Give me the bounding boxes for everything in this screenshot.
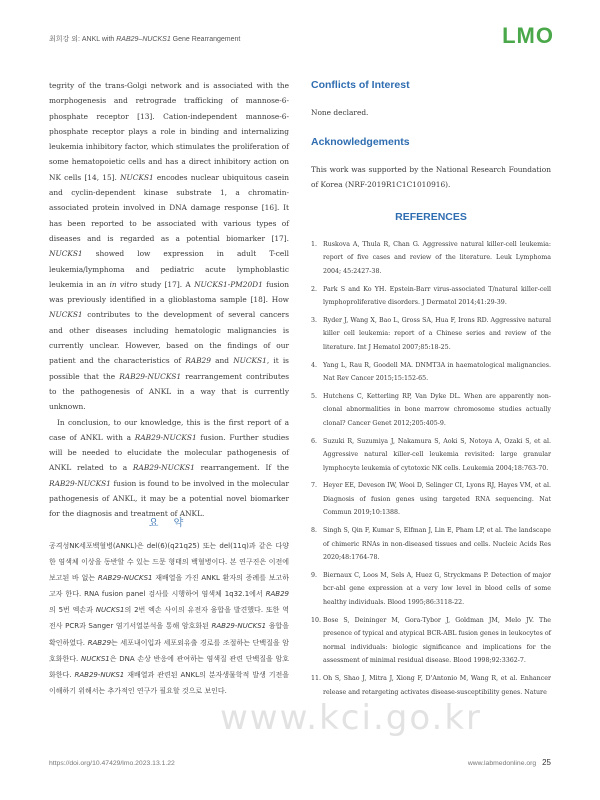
- gene-name: NUCKS1-PM20D1: [194, 279, 263, 289]
- gene-name: RAB29-NUKS1: [74, 670, 125, 679]
- body-paragraph-1: [49, 78, 289, 415]
- text-run: showed low expression in adult T-cell leukemia/lymphoma and pediatric acute lymphoblastic leukemia in an: [49, 249, 289, 289]
- right-column: [311, 78, 551, 703]
- text-run: rearrangement. If the: [194, 463, 289, 473]
- gene-name: NUCKS1: [95, 606, 125, 615]
- reference-item: [311, 390, 551, 431]
- conflicts-text: None declared.: [311, 108, 369, 118]
- text-run: study [17]. A: [137, 279, 195, 289]
- acknowledgements-text: This work was supported by the National Research Foundation of Korea (NRF-2019R1C1C1010916).: [311, 164, 551, 190]
- text-run: 공격성NK세포백혈병(ANKL)은 del(6)(q21q25) 또는 del(11q)과 같은 다양한 염색체 이상을 동반할 수 있는 드문 형태의 백혈병이다. 본 연구진은 이전에 보고된 바 없는: [49, 542, 289, 583]
- gene-name: RAB29-NUCKS1: [211, 622, 267, 631]
- text-run: 융합을 확인하였다.: [49, 622, 289, 647]
- reference-item: [311, 479, 551, 520]
- reference-item: [311, 672, 551, 699]
- gene-name: in vitro: [109, 279, 138, 289]
- text-run: 는 세포내이입과 세포외유출 경로를 조절하는 단백질을 암호화한다.: [49, 638, 289, 663]
- text-run: tegrity of the trans-Golgi network and is associated with the morphogenesis and retrograde trafficking of mannose-6-phosphate receptor [13]. Cation-independent mannose-6-phosphate receptor plays a role in binding and internalizing leukemia inhibitory factor, which stimulates the proliferation of some hematopoietic cells and has a direct inhibitory action on NK cells [14, 15].: [49, 81, 289, 182]
- text-run: rearrangement contributes to the pathogenesis of ANKL in a way that is currently unknown.: [49, 371, 289, 412]
- reference-text: Yang L, Rau R, Goodell MA. DNMT3A in haematological malignancies. Nat Rev Cancer 2015;15:152-65.: [323, 361, 551, 383]
- text-run: 의 2번 엑손 사이의 유전자 융합을 발견했다. 또한 역전사 PCR과 Sanger 염기서열분석을 통해 암호화된: [49, 606, 289, 631]
- reference-number: 7.: [311, 482, 318, 490]
- reference-text: Oh S, Shao J, Mitra J, Xiong F, D'Antonio M, Wang R, et al. Enhancer release and retargeting activates disease-susceptibility genes. Nature: [323, 675, 551, 696]
- reference-number: 10.: [311, 616, 322, 624]
- korean-summary-text: [49, 538, 289, 699]
- text-run: 은 DNA 손상 반응에 관여하는 염색질 관련 단백질을 암호화한다.: [49, 654, 290, 679]
- reference-item: [311, 569, 551, 610]
- page-number: 25: [542, 758, 551, 767]
- reference-text: Park S and Ko YH. Epstein-Barr virus-associated T/natural killer-cell lymphoproliferative disorders. J Dermatol 2014;41:29-39.: [323, 285, 551, 307]
- reference-list: [311, 238, 551, 699]
- text-run: and: [210, 356, 234, 366]
- reference-item: [311, 614, 551, 668]
- gene-name: RAB29-NUCKS1: [49, 478, 111, 488]
- body-paragraph-2: [49, 415, 289, 522]
- gene-name: RAB29-NUCKS1: [132, 463, 195, 473]
- reference-number: 3.: [311, 316, 318, 324]
- text-run: fusion. Further studies will be needed to elucidate the molecular pathogenesis of ANKL related to a: [49, 432, 289, 473]
- reference-item: [311, 283, 551, 310]
- conflicts-heading: Conflicts of Interest: [311, 79, 410, 91]
- reference-text: Biernaux C, Loos M, Sels A, Huez G, Stryckmans P. Detection of major bcr-abl gene expression at a very low level in blood cells of some healthy individuals. Blood 1995;86:3118-22.: [323, 571, 551, 607]
- reference-item: [311, 524, 551, 565]
- reference-item: [311, 238, 551, 279]
- references-heading: REFERENCES: [395, 211, 467, 224]
- acknowledgements-heading: Acknowledgements: [311, 135, 410, 148]
- gene-name: RAB29-NUCKS1: [134, 432, 197, 442]
- gene-name: RAB29-NUCKS1: [97, 574, 153, 583]
- gene-name: NUCKS1: [49, 249, 83, 259]
- journal-logo: LMO: [502, 23, 554, 48]
- reference-text: Suzuki R, Suzumiya J, Nakamura S, Aoki S, Notoya A, Ozaki S, et al. Aggressive natural killer-cell leukemia revisited: large granular lymphocyte leukemia of cytotoxic NK cells. Leukemia 2004;18:763-70.: [323, 437, 551, 472]
- reference-number: 4.: [311, 361, 318, 369]
- reference-text: Heyer EE, Deveson IW, Wooi D, Selinger CI, Lyons RJ, Hayes VM, et al. Diagnosis of fusion genes using targeted RNA sequencing. Nat Commun 2019;10:1388.: [323, 482, 551, 517]
- text-run: 의 5번 엑손과: [49, 606, 96, 615]
- reference-number: 11.: [311, 675, 322, 682]
- website-link[interactable]: www.labmedonline.org: [467, 760, 537, 767]
- reference-number: 8.: [311, 527, 318, 535]
- text-run: In conclusion, to our knowledge, this is the first report of a case of ANKL with a: [49, 417, 289, 442]
- reference-number: 5.: [311, 392, 318, 400]
- gene-name: RAB29-NUCKS1: [119, 371, 182, 381]
- gene-name: NUCKS1: [233, 356, 267, 366]
- text-run: fusion was previously identified in a glioblastoma sample [18]. How: [49, 279, 290, 305]
- reference-text: Hutchens C, Ketterling RP, Van Dyke DL. When are apparently non-clonal abnormalities in bone marrow chromosome studies actually clonal? Cancer Genet 2012;205:405-9.: [323, 392, 551, 427]
- reference-number: 9.: [311, 571, 318, 579]
- reference-text: Ryder J, Wang X, Bao L, Gross SA, Hua F, Irons RD. Aggressive natural killer cell leukemia: report of a Chinese series and review of the literature. Int J Hematol 2007;85:18-25.: [323, 316, 551, 351]
- gene-name: RAB29: [87, 638, 112, 647]
- gene-name: NUCKS1: [120, 172, 154, 182]
- running-header: 최희강 외: ANKL with RAB29–NUCKS1 Gene Rearrangement: [49, 36, 241, 43]
- watermark: www.kci.go.kr: [220, 698, 483, 738]
- korean-summary-title: 요 약: [148, 518, 190, 529]
- text-run: , it is possible that the: [49, 356, 289, 381]
- text-run: 재배열과 관련된 ANKL의 분자생물학적 발생 기전을 이해하기 위해서는 추가적인 연구가 필요할 것으로 보인다.: [49, 670, 289, 695]
- text-run: fusion is found to be involved in the molecular pathogenesis of ANKL, it may be a potential novel biomarker for the diagnosis and treatment of ANKL.: [49, 478, 289, 519]
- reference-text: Ruskova A, Thula R, Chan G. Aggressive natural killer-cell leukemia: report of five cases and review of the literature. Leuk Lymphoma 2004; 45:2427-38.: [323, 240, 551, 275]
- text-run: encodes nuclear ubiquitous casein and cyclin-dependent kinase substrate 1, a chromatin-associated protein involved in DNA damage response [16]. It has been reported to be associated with various types of diseases and is regarded as a potential biomarker [17].: [49, 172, 289, 243]
- reference-number: 2.: [311, 285, 318, 293]
- reference-item: [311, 435, 551, 476]
- gene-name: RAB29: [265, 590, 289, 599]
- text-run: 재배열을 가진 ANKL 환자의 증례를 보고하고자 한다. RNA fusion panel 검사를 시행하여 염색체 1q32.1에서: [49, 574, 289, 599]
- reference-item: [311, 314, 551, 355]
- text-run: contributes to the development of several cancers and other diseases including hematologic malignancies is currently unclear. However, based on the findings of our patient and the characteristics of: [49, 310, 289, 366]
- gene-name: NUCKS1: [49, 310, 83, 320]
- reference-text: Singh S, Qin F, Kumar S, Elfman J, Lin E, Pham LP, et al. The landscape of chimeric RNAs in non-diseased tissues and cells. Nucleic Acids Res 2020;48:1764-78.: [323, 527, 551, 562]
- reference-number: 6.: [311, 437, 318, 445]
- reference-item: [311, 359, 551, 386]
- footer-right: [468, 758, 551, 767]
- gene-name: RAB29: [185, 356, 211, 366]
- left-column: [49, 78, 289, 522]
- reference-number: 1.: [311, 240, 318, 248]
- doi-link[interactable]: https://doi.org/10.47429/lmo.2023.13.1.22: [49, 760, 175, 767]
- reference-text: Bose S, Deininger M, Gora-Tybor J, Goldman JM, Melo JV. The presence of typical and atypical BCR-ABL fusion genes in leukocytes of normal individuals: biologic significance and implications for the assessment of minimal residual disease. Blood 1998;92:3362-7.: [323, 616, 551, 665]
- korean-summary: [49, 538, 289, 699]
- gene-name: NUCKS1: [81, 654, 110, 663]
